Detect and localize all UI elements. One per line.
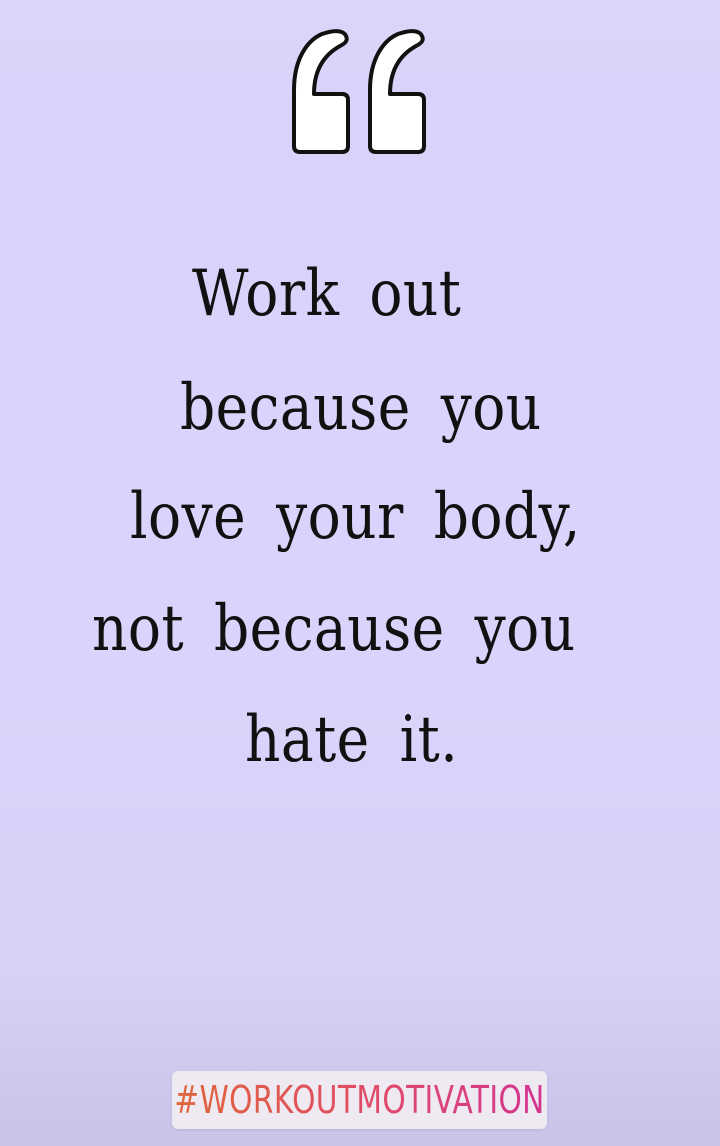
quote-line-3: love your body,: [130, 480, 581, 554]
quote-line-4: not because you: [92, 592, 576, 666]
quote-line-2: because you: [180, 371, 542, 445]
hashtag-sticker[interactable]: [172, 1071, 547, 1129]
quote-line-5: hate it.: [245, 703, 459, 777]
open-quote-icon: [288, 28, 434, 158]
quote-line-1: Work out: [192, 257, 462, 331]
hashtag-label: #WORKOUTMOTIVATION: [174, 1078, 545, 1122]
